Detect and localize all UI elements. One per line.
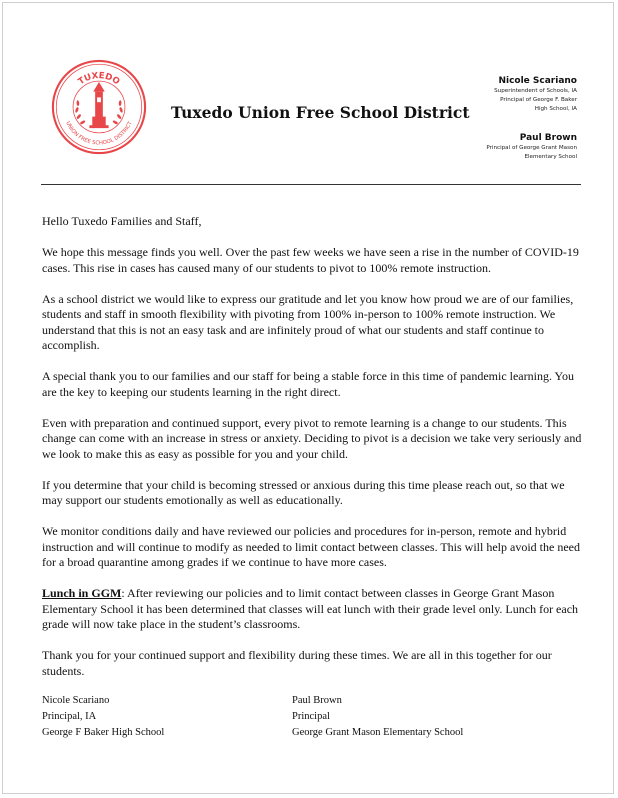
signature-brown (292, 693, 463, 740)
paragraph: Even with preparation and continued support, every pivot to remote learning is a change to our students. This change can come with an increase in stress or anxiety. Deciding to pivot is a decision we take very seriously and we look to make this as easy as possible for you and your child. (42, 415, 582, 461)
staff-role: Principal of George Grant Mason (486, 145, 577, 151)
signature-scariano (42, 693, 164, 740)
letter-page (2, 2, 614, 794)
signature-title: Principal (292, 710, 330, 722)
svg-text:UNION FREE SCHOOL DISTRICT: UNION FREE SCHOOL DISTRICT (64, 120, 134, 147)
staff-role: Superintendent of Schools, IA (494, 88, 577, 94)
staff-name: Paul Brown (519, 133, 577, 143)
lunch-text: : After reviewing our policies and to limit contact between classes in George Grant Mason Elementary School it has been determined that classes will eat lunch with their grade level only. Lunch for each grade will now take place in the student’s classrooms. (42, 586, 579, 631)
lunch-label: Lunch in GGM (42, 586, 122, 600)
district-name: Tuxedo Union Free School District (171, 103, 470, 122)
signature-school: George Grant Mason Elementary School (292, 726, 464, 738)
staff-block-brown (486, 132, 577, 162)
signature-name: Paul Brown (292, 695, 342, 706)
signature-name: Nicole Scariano (42, 695, 110, 706)
lunch-paragraph (42, 586, 587, 633)
greeting: Hello Tuxedo Families and Staff, (42, 214, 202, 228)
paragraph: A special thank you to our families and our staff for being a stable force in this time of pandemic learning. You are the key to keeping our students learning in the right direct. (42, 369, 574, 399)
staff-role: Elementary School (524, 154, 577, 160)
signature-school: George F Baker High School (42, 726, 165, 738)
closing-paragraph: Thank you for your continued support and flexibility during these times. We are all in this together for our students. (42, 648, 552, 678)
staff-role: High School, IA (534, 106, 577, 112)
staff-block-scariano (494, 75, 577, 114)
letter-body (42, 214, 587, 679)
header-divider (41, 184, 581, 185)
paragraph: We monitor conditions daily and have reviewed our policies and procedures for in-person, remote and hybrid instruction and will continue to modify as needed to limit contact between classes. This will help avoid the need for a broad quarantine among grades if we continue to have more cases. (42, 524, 580, 569)
signature-title: Principal, IA (42, 710, 97, 722)
svg-text:TUXEDO: TUXEDO (76, 71, 122, 88)
paragraph: If you determine that your child is becoming stressed or anxious during this time please reach out, so that we may support our students emotionally as well as educationally. (42, 477, 565, 507)
staff-name: Nicole Scariano (498, 76, 577, 86)
staff-role: Principal of George F. Baker (500, 97, 577, 103)
district-seal-logo (51, 59, 147, 155)
paragraph: We hope this message finds you well. Over the past few weeks we have seen a rise in the number of COVID-19 cases. This rise in cases has caused many of our students to pivot to 100% remote instruction. (42, 245, 579, 275)
paragraph: As a school district we would like to express our gratitude and let you know how proud we are of our families, students and staff in smooth flexibility with pivoting from 100% in-person to 100% remote instruction. We understand that this is not an easy task and are infinitely proud of what our students and staff continue to accomplish. (42, 291, 574, 352)
